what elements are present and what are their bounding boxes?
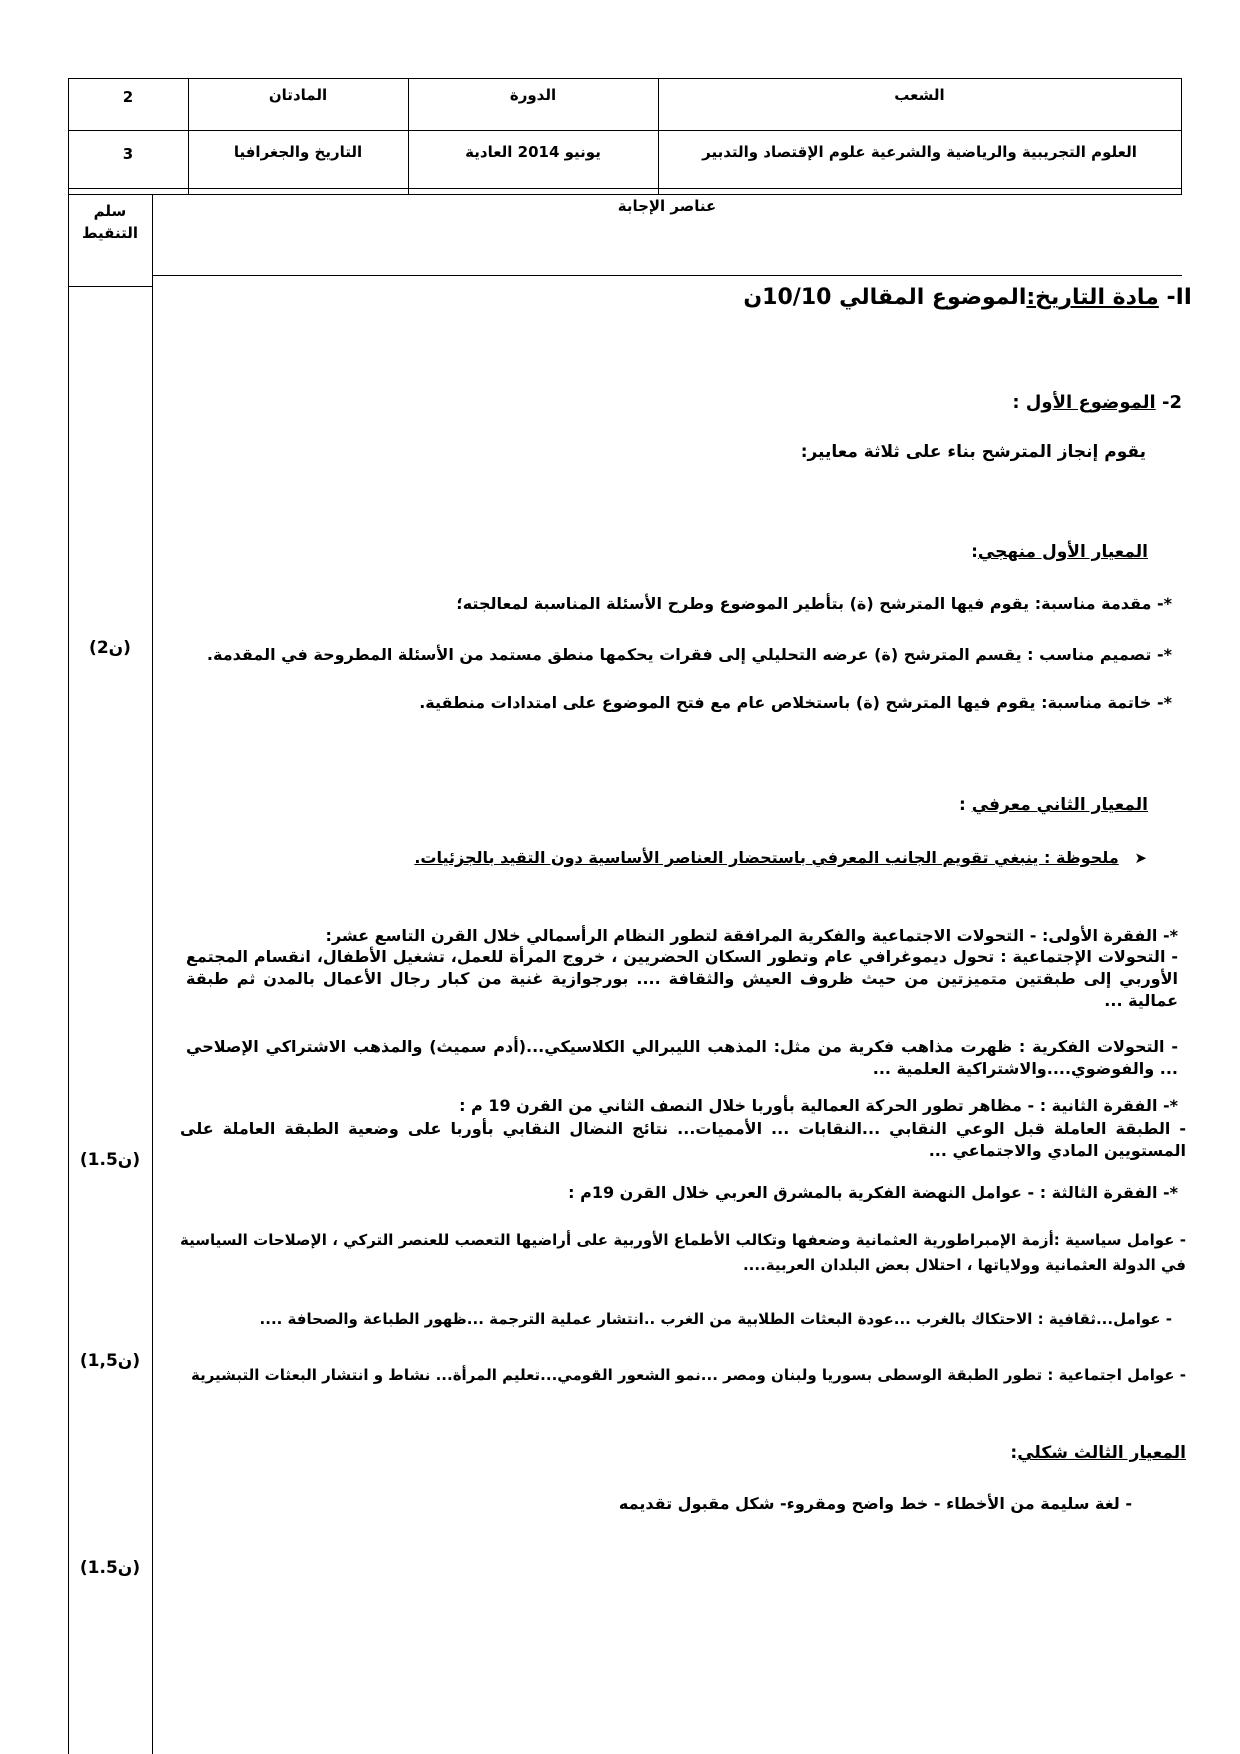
note-label: ملحوظة: [1055, 848, 1119, 867]
page-number: 2: [122, 88, 134, 106]
criterion-3-item: - لغة سليمة من الأخطاء - خط واضح ومقروء- شكل مقبول تقديمه: [618, 1494, 1132, 1513]
score-column-header: سلم التنقيط: [81, 202, 138, 242]
section-heading: [743, 285, 1192, 310]
criterion-1-heading: [971, 542, 1148, 562]
subjects-value: التاريخ والجغرافيا: [233, 143, 363, 161]
criterion-3-title: المعيار الثالث شكلي: [1017, 1443, 1186, 1463]
criterion-1-title: المعيار الأول منهجي: [977, 542, 1148, 562]
paragraph-3-social: - عوامل اجتماعية : تطور الطبقة الوسطى بسوريا ولبنان ومصر ...نمو الشعور القومي...تعليم المرأة... نشاط و انتشار البعثات التبشيرية: [190, 1366, 1186, 1384]
topic-number: 2-: [1161, 392, 1182, 413]
criterion-2-colon: :: [958, 795, 972, 815]
session-value: يونيو 2014 العادية: [465, 143, 601, 161]
topic-intro: يقوم إنجاز المترشح بناء على ثلاثة معايير:: [800, 442, 1146, 462]
criterion-1-colon: :: [971, 542, 978, 562]
topic-colon: :: [1012, 392, 1026, 413]
paragraph-3-cultural: - عوامل...ثقافية : الاحتكاك بالغرب ...عودة البعثات الطلابية من الغرب ..انتشار عملية الترجمة ...ظهور الطباعة والصحافة ....: [259, 1310, 1172, 1328]
paragraph-1-intellectual: - التحولات الفكرية : ظهرت مذاهب فكرية من مثل: المذهب الليبرالي الكلاسيكي...(أدم سميث) والمذهب الاشتراكي الإصلاحي ... والفوضوي....والاشتراكية العلمية ...: [186, 1037, 1178, 1078]
section-mark: 10/10ن: [743, 285, 832, 310]
note: [414, 848, 1147, 867]
topic-heading: [1012, 392, 1182, 413]
criterion-3-heading: [1010, 1443, 1186, 1463]
paragraph-3-political: - عوامل سياسية :أزمة الإمبراطورية العثمانية وضعفها وتكالب الأطماع الأوربية على أراضيها التعصب للعنصر التركي ، الإصلاحات السياسية في الدولة العثمانية وولاياتها ، احتلال بعض البلدان العربية....: [180, 1231, 1186, 1274]
section-subject: مادة التاريخ:: [1026, 285, 1159, 310]
arrow-bullet-icon: ➤: [1118, 849, 1147, 867]
criterion-2-title: المعيار الثاني معرفي: [971, 795, 1148, 815]
score-criterion-2b: (1,5ن): [79, 1351, 141, 1371]
score-criterion-1: (2ن): [89, 638, 131, 658]
paragraph-1-social: - التحولات الإجتماعية : تحول ديموغرافي عام وتطور السكان الحضريين ، خروج المرأة للعمل، تشغيل الأطفال، انقسام المجتمع الأوربي إلى طبقتين متميزتين من حيث ظروف العيش والثقافة .... بورجوازية غنية من كبار رجال الأعمال بالمدن ثم طبقة عمالية ...: [186, 947, 1178, 1010]
answer-column-header: عناصر الإجابة: [617, 197, 717, 215]
note-text: : ينبغي تقويم الجانب المعرفي باستحضار العناصر الأساسية دون التقيد بالجزئيات.: [414, 848, 1056, 867]
session-label: الدورة: [509, 86, 557, 104]
criterion-3-colon: :: [1010, 1443, 1018, 1463]
score-criterion-3: (1.5ن): [79, 1558, 141, 1578]
criterion-1-item: *- تصميم مناسب : يقسم المترشح (ة) عرضه التحليلي إلى فقرات يحكمها منطق مستمد من الأسئلة المطروحة في المقدمة.: [206, 645, 1172, 664]
paragraph-2-title: *- الفقرة الثانية : - مظاهر تطور الحركة العمالية بأوربا خلال النصف الثاني من القرن 19 م :: [459, 1096, 1178, 1115]
subjects-label: المادتان: [268, 86, 328, 104]
criterion-1-item: *- خاتمة مناسبة: يقوم فيها المترشح (ة) باستخلاص عام مع فتح الموضوع على امتدادات منطقية.: [419, 693, 1172, 712]
section-title: الموضوع المقالي: [839, 285, 1027, 310]
pages-total: 3: [122, 145, 134, 163]
branches-value: العلوم التجريبية والرياضية والشرعية علوم الإقتصاد والتدبير: [702, 143, 1137, 161]
paragraph-1-title: *- الفقرة الأولى: - التحولات الاجتماعية والفكرية المرافقة لتطور النظام الرأسمالي خلال القرن التاسع عشر:: [325, 926, 1178, 945]
score-criterion-2a: (1.5ن): [79, 1150, 141, 1170]
branches-label: الشعب: [894, 86, 945, 104]
paragraph-2-content: - الطبقة العاملة قبل الوعي النقابي ...النقابات ... الأمميات... نتائج النضال النقابي بأوربا على وضعية الطبقة العاملة على المستويين المادي والاجتماعي ...: [180, 1119, 1186, 1160]
criterion-2-heading: [959, 795, 1148, 815]
criterion-1-item: *- مقدمة مناسبة: يقوم فيها المترشح (ة) بتأطير الموضوع وطرح الأسئلة المناسبة لمعالجته؛: [456, 594, 1172, 613]
topic-label: الموضوع الأول: [1025, 392, 1156, 413]
paragraph-3-title: *- الفقرة الثالثة : - عوامل النهضة الفكرية بالمشرق العربي خلال القرن 19م :: [568, 1183, 1178, 1202]
section-number: II-: [1166, 285, 1192, 310]
